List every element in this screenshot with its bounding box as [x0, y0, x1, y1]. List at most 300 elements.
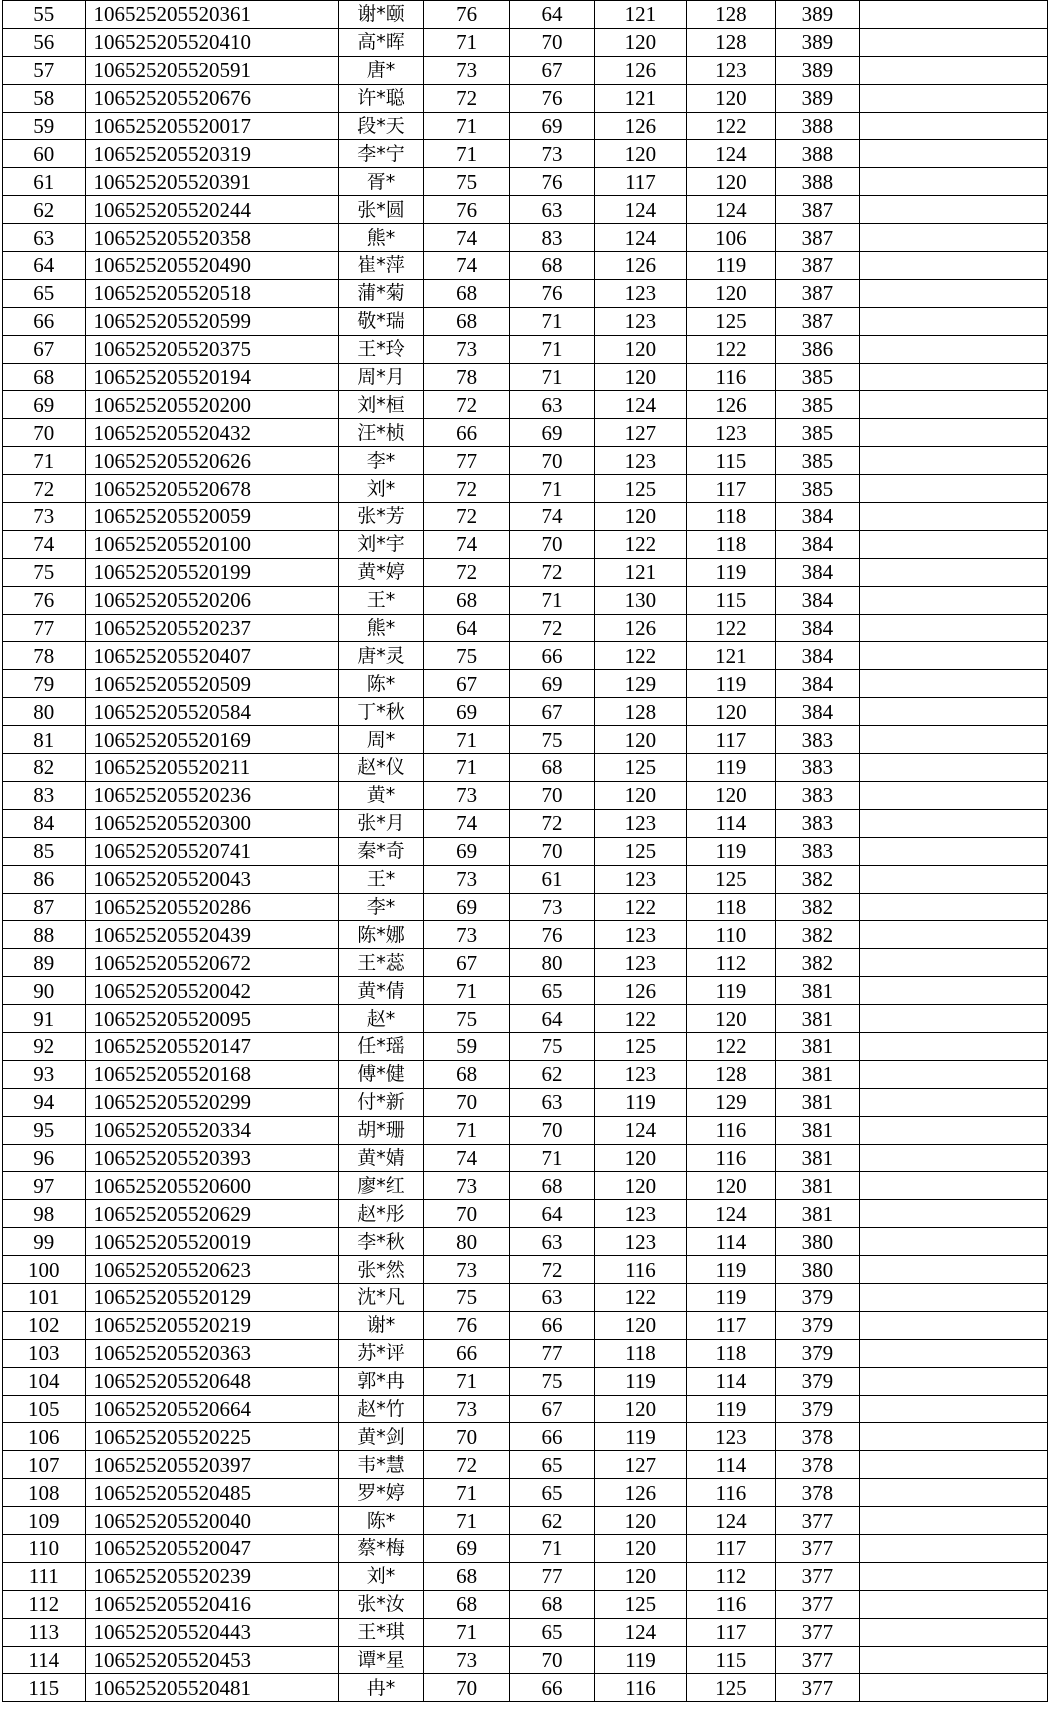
total-score-cell: 377 [776, 1534, 860, 1562]
score-subject-2-cell: 114 [686, 1451, 775, 1479]
exam-id-cell: 106525205520481 [85, 1674, 338, 1702]
total-score-cell: 383 [776, 754, 860, 782]
remark-cell [859, 1674, 1047, 1702]
total-score-cell: 384 [776, 503, 860, 531]
table-row [3, 1283, 1048, 1311]
score-subject-1-cell: 119 [595, 1423, 686, 1451]
remark-cell [859, 1172, 1047, 1200]
score-subject-2-cell: 116 [686, 1116, 775, 1144]
table-row [3, 865, 1048, 893]
score-subject-2-cell: 124 [686, 196, 775, 224]
score-english-cell: 71 [509, 475, 594, 503]
score-subject-1-cell: 128 [595, 698, 686, 726]
score-politics-cell: 75 [424, 1283, 509, 1311]
total-score-cell: 384 [776, 614, 860, 642]
student-name-cell: 赵* [338, 1005, 424, 1033]
score-english-cell: 75 [509, 1367, 594, 1395]
score-politics-cell: 70 [424, 1674, 509, 1702]
row-number-cell: 107 [3, 1451, 86, 1479]
score-english-cell: 67 [509, 1395, 594, 1423]
remark-cell [859, 335, 1047, 363]
score-subject-1-cell: 120 [595, 503, 686, 531]
exam-id-cell: 106525205520410 [85, 28, 338, 56]
table-row [3, 1060, 1048, 1088]
total-score-cell: 380 [776, 1256, 860, 1284]
exam-id-cell: 106525205520678 [85, 475, 338, 503]
table-row [3, 781, 1048, 809]
score-politics-cell: 74 [424, 224, 509, 252]
remark-cell [859, 726, 1047, 754]
score-politics-cell: 71 [424, 28, 509, 56]
score-subject-2-cell: 119 [686, 837, 775, 865]
student-name-cell: 李* [338, 893, 424, 921]
total-score-cell: 385 [776, 363, 860, 391]
student-name-cell: 谢* [338, 1311, 424, 1339]
score-subject-2-cell: 119 [686, 1395, 775, 1423]
remark-cell [859, 1311, 1047, 1339]
score-subject-1-cell: 126 [595, 977, 686, 1005]
row-number-cell: 73 [3, 503, 86, 531]
score-subject-1-cell: 127 [595, 419, 686, 447]
row-number-cell: 114 [3, 1646, 86, 1674]
score-english-cell: 63 [509, 1228, 594, 1256]
total-score-cell: 379 [776, 1311, 860, 1339]
score-english-cell: 63 [509, 196, 594, 224]
student-name-cell: 汪*桢 [338, 419, 424, 447]
remark-cell [859, 279, 1047, 307]
remark-cell [859, 586, 1047, 614]
total-score-cell: 377 [776, 1646, 860, 1674]
score-politics-cell: 75 [424, 1005, 509, 1033]
score-english-cell: 76 [509, 279, 594, 307]
exam-id-cell: 106525205520453 [85, 1646, 338, 1674]
score-politics-cell: 71 [424, 754, 509, 782]
score-politics-cell: 71 [424, 1618, 509, 1646]
score-subject-1-cell: 125 [595, 1590, 686, 1618]
table-row [3, 56, 1048, 84]
remark-cell [859, 1534, 1047, 1562]
total-score-cell: 385 [776, 419, 860, 447]
table-row [3, 307, 1048, 335]
exam-id-cell: 106525205520664 [85, 1395, 338, 1423]
student-name-cell: 蒲*菊 [338, 279, 424, 307]
total-score-cell: 388 [776, 112, 860, 140]
total-score-cell: 381 [776, 977, 860, 1005]
score-subject-2-cell: 122 [686, 1032, 775, 1060]
row-number-cell: 55 [3, 1, 86, 29]
total-score-cell: 379 [776, 1395, 860, 1423]
score-english-cell: 65 [509, 1451, 594, 1479]
total-score-cell: 387 [776, 252, 860, 280]
score-english-cell: 61 [509, 865, 594, 893]
row-number-cell: 64 [3, 252, 86, 280]
total-score-cell: 384 [776, 670, 860, 698]
remark-cell [859, 1144, 1047, 1172]
table-row [3, 252, 1048, 280]
student-name-cell: 熊* [338, 224, 424, 252]
exam-id-cell: 106525205520042 [85, 977, 338, 1005]
exam-id-cell: 106525205520206 [85, 586, 338, 614]
row-number-cell: 110 [3, 1534, 86, 1562]
row-number-cell: 95 [3, 1116, 86, 1144]
exam-id-cell: 106525205520439 [85, 921, 338, 949]
remark-cell [859, 140, 1047, 168]
score-subject-1-cell: 125 [595, 837, 686, 865]
remark-cell [859, 419, 1047, 447]
score-politics-cell: 71 [424, 1367, 509, 1395]
exam-id-cell: 106525205520599 [85, 307, 338, 335]
score-subject-2-cell: 118 [686, 893, 775, 921]
total-score-cell: 381 [776, 1088, 860, 1116]
table-row [3, 893, 1048, 921]
row-number-cell: 112 [3, 1590, 86, 1618]
row-number-cell: 104 [3, 1367, 86, 1395]
score-subject-1-cell: 123 [595, 307, 686, 335]
score-english-cell: 71 [509, 335, 594, 363]
row-number-cell: 84 [3, 809, 86, 837]
student-name-cell: 付*新 [338, 1088, 424, 1116]
student-name-cell: 高*晖 [338, 28, 424, 56]
student-name-cell: 赵*彤 [338, 1200, 424, 1228]
row-number-cell: 79 [3, 670, 86, 698]
exam-id-cell: 106525205520490 [85, 252, 338, 280]
table-row [3, 837, 1048, 865]
remark-cell [859, 391, 1047, 419]
exam-id-cell: 106525205520194 [85, 363, 338, 391]
score-subject-2-cell: 117 [686, 726, 775, 754]
score-subject-1-cell: 118 [595, 1339, 686, 1367]
row-number-cell: 83 [3, 781, 86, 809]
remark-cell [859, 1479, 1047, 1507]
exam-id-cell: 106525205520358 [85, 224, 338, 252]
table-row [3, 168, 1048, 196]
score-subject-2-cell: 116 [686, 1479, 775, 1507]
score-english-cell: 74 [509, 503, 594, 531]
total-score-cell: 377 [776, 1562, 860, 1590]
score-subject-2-cell: 124 [686, 140, 775, 168]
score-subject-1-cell: 120 [595, 1311, 686, 1339]
student-name-cell: 陈*娜 [338, 921, 424, 949]
score-politics-cell: 71 [424, 112, 509, 140]
remark-cell [859, 558, 1047, 586]
table-row [3, 1507, 1048, 1535]
score-english-cell: 63 [509, 1283, 594, 1311]
total-score-cell: 381 [776, 1200, 860, 1228]
exam-id-cell: 106525205520237 [85, 614, 338, 642]
student-name-cell: 王* [338, 865, 424, 893]
score-subject-1-cell: 119 [595, 1367, 686, 1395]
remark-cell [859, 1032, 1047, 1060]
score-politics-cell: 67 [424, 670, 509, 698]
table-row [3, 1116, 1048, 1144]
score-politics-cell: 75 [424, 168, 509, 196]
exam-id-cell: 106525205520147 [85, 1032, 338, 1060]
exam-id-cell: 106525205520211 [85, 754, 338, 782]
score-politics-cell: 72 [424, 503, 509, 531]
score-politics-cell: 73 [424, 781, 509, 809]
student-name-cell: 韦*慧 [338, 1451, 424, 1479]
score-subject-1-cell: 119 [595, 1088, 686, 1116]
score-subject-2-cell: 124 [686, 1200, 775, 1228]
score-subject-2-cell: 116 [686, 1144, 775, 1172]
remark-cell [859, 1423, 1047, 1451]
row-number-cell: 113 [3, 1618, 86, 1646]
exam-id-cell: 106525205520672 [85, 949, 338, 977]
remark-cell [859, 949, 1047, 977]
remark-cell [859, 1451, 1047, 1479]
row-number-cell: 70 [3, 419, 86, 447]
row-number-cell: 111 [3, 1562, 86, 1590]
score-subject-1-cell: 123 [595, 279, 686, 307]
exam-id-cell: 106525205520518 [85, 279, 338, 307]
total-score-cell: 386 [776, 335, 860, 363]
row-number-cell: 92 [3, 1032, 86, 1060]
score-english-cell: 77 [509, 1339, 594, 1367]
score-english-cell: 72 [509, 1256, 594, 1284]
total-score-cell: 383 [776, 726, 860, 754]
student-name-cell: 黄*婷 [338, 558, 424, 586]
score-subject-2-cell: 120 [686, 168, 775, 196]
score-politics-cell: 76 [424, 196, 509, 224]
student-name-cell: 刘*宇 [338, 530, 424, 558]
score-english-cell: 66 [509, 642, 594, 670]
student-name-cell: 胡*珊 [338, 1116, 424, 1144]
remark-cell [859, 865, 1047, 893]
score-english-cell: 65 [509, 1618, 594, 1646]
exam-id-cell: 106525205520375 [85, 335, 338, 363]
student-name-cell: 廖*红 [338, 1172, 424, 1200]
table-row [3, 1339, 1048, 1367]
table-row [3, 419, 1048, 447]
row-number-cell: 63 [3, 224, 86, 252]
exam-id-cell: 106525205520225 [85, 1423, 338, 1451]
score-politics-cell: 66 [424, 1339, 509, 1367]
score-subject-1-cell: 120 [595, 363, 686, 391]
score-english-cell: 68 [509, 1172, 594, 1200]
exam-id-cell: 106525205520043 [85, 865, 338, 893]
score-subject-2-cell: 115 [686, 1646, 775, 1674]
exam-id-cell: 106525205520059 [85, 503, 338, 531]
score-subject-2-cell: 114 [686, 1228, 775, 1256]
score-politics-cell: 72 [424, 558, 509, 586]
score-subject-2-cell: 114 [686, 1367, 775, 1395]
score-subject-1-cell: 121 [595, 558, 686, 586]
student-name-cell: 李*宁 [338, 140, 424, 168]
row-number-cell: 60 [3, 140, 86, 168]
table-row [3, 1172, 1048, 1200]
student-name-cell: 刘* [338, 1562, 424, 1590]
score-english-cell: 63 [509, 1088, 594, 1116]
score-subject-1-cell: 120 [595, 726, 686, 754]
row-number-cell: 90 [3, 977, 86, 1005]
score-subject-2-cell: 119 [686, 252, 775, 280]
score-politics-cell: 71 [424, 977, 509, 1005]
row-number-cell: 101 [3, 1283, 86, 1311]
student-name-cell: 熊* [338, 614, 424, 642]
score-subject-2-cell: 106 [686, 224, 775, 252]
score-subject-2-cell: 125 [686, 865, 775, 893]
score-politics-cell: 68 [424, 1590, 509, 1618]
remark-cell [859, 1116, 1047, 1144]
score-subject-1-cell: 123 [595, 949, 686, 977]
table-row [3, 1534, 1048, 1562]
student-name-cell: 胥* [338, 168, 424, 196]
score-subject-1-cell: 126 [595, 112, 686, 140]
total-score-cell: 383 [776, 781, 860, 809]
score-subject-1-cell: 122 [595, 893, 686, 921]
score-subject-1-cell: 123 [595, 921, 686, 949]
row-number-cell: 94 [3, 1088, 86, 1116]
remark-cell [859, 84, 1047, 112]
table-row [3, 558, 1048, 586]
row-number-cell: 109 [3, 1507, 86, 1535]
table-row [3, 809, 1048, 837]
student-name-cell: 周* [338, 726, 424, 754]
exam-id-cell: 106525205520393 [85, 1144, 338, 1172]
exam-id-cell: 106525205520200 [85, 391, 338, 419]
score-subject-1-cell: 121 [595, 1, 686, 29]
score-politics-cell: 71 [424, 1116, 509, 1144]
table-row [3, 1311, 1048, 1339]
row-number-cell: 72 [3, 475, 86, 503]
score-politics-cell: 73 [424, 1646, 509, 1674]
exam-id-cell: 106525205520169 [85, 726, 338, 754]
score-english-cell: 77 [509, 1562, 594, 1590]
row-number-cell: 99 [3, 1228, 86, 1256]
score-politics-cell: 74 [424, 530, 509, 558]
student-name-cell: 傅*健 [338, 1060, 424, 1088]
student-name-cell: 张*然 [338, 1256, 424, 1284]
student-name-cell: 王*蕊 [338, 949, 424, 977]
student-name-cell: 刘* [338, 475, 424, 503]
score-subject-1-cell: 125 [595, 1032, 686, 1060]
exam-id-cell: 106525205520443 [85, 1618, 338, 1646]
score-english-cell: 64 [509, 1005, 594, 1033]
row-number-cell: 93 [3, 1060, 86, 1088]
table-row [3, 335, 1048, 363]
total-score-cell: 383 [776, 837, 860, 865]
student-name-cell: 张*芳 [338, 503, 424, 531]
score-subject-1-cell: 123 [595, 1228, 686, 1256]
score-politics-cell: 72 [424, 391, 509, 419]
remark-cell [859, 1060, 1047, 1088]
table-row [3, 614, 1048, 642]
score-subject-2-cell: 119 [686, 670, 775, 698]
row-number-cell: 105 [3, 1395, 86, 1423]
total-score-cell: 384 [776, 530, 860, 558]
score-subject-1-cell: 129 [595, 670, 686, 698]
exam-id-cell: 106525205520648 [85, 1367, 338, 1395]
row-number-cell: 76 [3, 586, 86, 614]
total-score-cell: 387 [776, 196, 860, 224]
exam-id-cell: 106525205520334 [85, 1116, 338, 1144]
exam-id-cell: 106525205520676 [85, 84, 338, 112]
table-row [3, 1256, 1048, 1284]
score-politics-cell: 76 [424, 1311, 509, 1339]
score-politics-cell: 68 [424, 1562, 509, 1590]
score-politics-cell: 74 [424, 252, 509, 280]
exam-id-cell: 106525205520391 [85, 168, 338, 196]
total-score-cell: 381 [776, 1060, 860, 1088]
remark-cell [859, 363, 1047, 391]
score-politics-cell: 73 [424, 1395, 509, 1423]
row-number-cell: 115 [3, 1674, 86, 1702]
score-subject-2-cell: 123 [686, 1423, 775, 1451]
exam-id-cell: 106525205520485 [85, 1479, 338, 1507]
total-score-cell: 382 [776, 949, 860, 977]
remark-cell [859, 1283, 1047, 1311]
total-score-cell: 382 [776, 893, 860, 921]
score-subject-2-cell: 114 [686, 809, 775, 837]
student-name-cell: 唐* [338, 56, 424, 84]
score-politics-cell: 69 [424, 837, 509, 865]
row-number-cell: 88 [3, 921, 86, 949]
score-subject-2-cell: 120 [686, 1005, 775, 1033]
score-politics-cell: 80 [424, 1228, 509, 1256]
score-politics-cell: 67 [424, 949, 509, 977]
score-english-cell: 71 [509, 307, 594, 335]
score-subject-1-cell: 124 [595, 196, 686, 224]
score-subject-2-cell: 125 [686, 1674, 775, 1702]
score-politics-cell: 71 [424, 1479, 509, 1507]
score-english-cell: 70 [509, 28, 594, 56]
score-subject-1-cell: 120 [595, 1395, 686, 1423]
remark-cell [859, 1618, 1047, 1646]
score-english-cell: 73 [509, 893, 594, 921]
student-name-cell: 谭*星 [338, 1646, 424, 1674]
exam-id-cell: 106525205520199 [85, 558, 338, 586]
total-score-cell: 381 [776, 1144, 860, 1172]
table-row [3, 921, 1048, 949]
student-name-cell: 王* [338, 586, 424, 614]
row-number-cell: 108 [3, 1479, 86, 1507]
exam-id-cell: 106525205520019 [85, 1228, 338, 1256]
remark-cell [859, 893, 1047, 921]
score-subject-1-cell: 116 [595, 1256, 686, 1284]
row-number-cell: 100 [3, 1256, 86, 1284]
table-row [3, 1451, 1048, 1479]
score-subject-1-cell: 130 [595, 586, 686, 614]
remark-cell [859, 1, 1047, 29]
remark-cell [859, 112, 1047, 140]
score-subject-1-cell: 120 [595, 1507, 686, 1535]
exam-id-cell: 106525205520397 [85, 1451, 338, 1479]
score-politics-cell: 68 [424, 307, 509, 335]
total-score-cell: 378 [776, 1423, 860, 1451]
table-row [3, 224, 1048, 252]
total-score-cell: 381 [776, 1005, 860, 1033]
row-number-cell: 80 [3, 698, 86, 726]
score-subject-1-cell: 123 [595, 1060, 686, 1088]
score-subject-2-cell: 119 [686, 1256, 775, 1284]
table-row [3, 84, 1048, 112]
total-score-cell: 383 [776, 809, 860, 837]
total-score-cell: 389 [776, 28, 860, 56]
score-subject-1-cell: 123 [595, 809, 686, 837]
score-subject-1-cell: 117 [595, 168, 686, 196]
table-row [3, 1144, 1048, 1172]
score-english-cell: 68 [509, 754, 594, 782]
table-row [3, 1423, 1048, 1451]
score-politics-cell: 64 [424, 614, 509, 642]
exam-id-cell: 106525205520432 [85, 419, 338, 447]
row-number-cell: 62 [3, 196, 86, 224]
score-politics-cell: 66 [424, 419, 509, 447]
total-score-cell: 381 [776, 1172, 860, 1200]
score-subject-1-cell: 125 [595, 754, 686, 782]
score-politics-cell: 70 [424, 1200, 509, 1228]
student-name-cell: 王*琪 [338, 1618, 424, 1646]
